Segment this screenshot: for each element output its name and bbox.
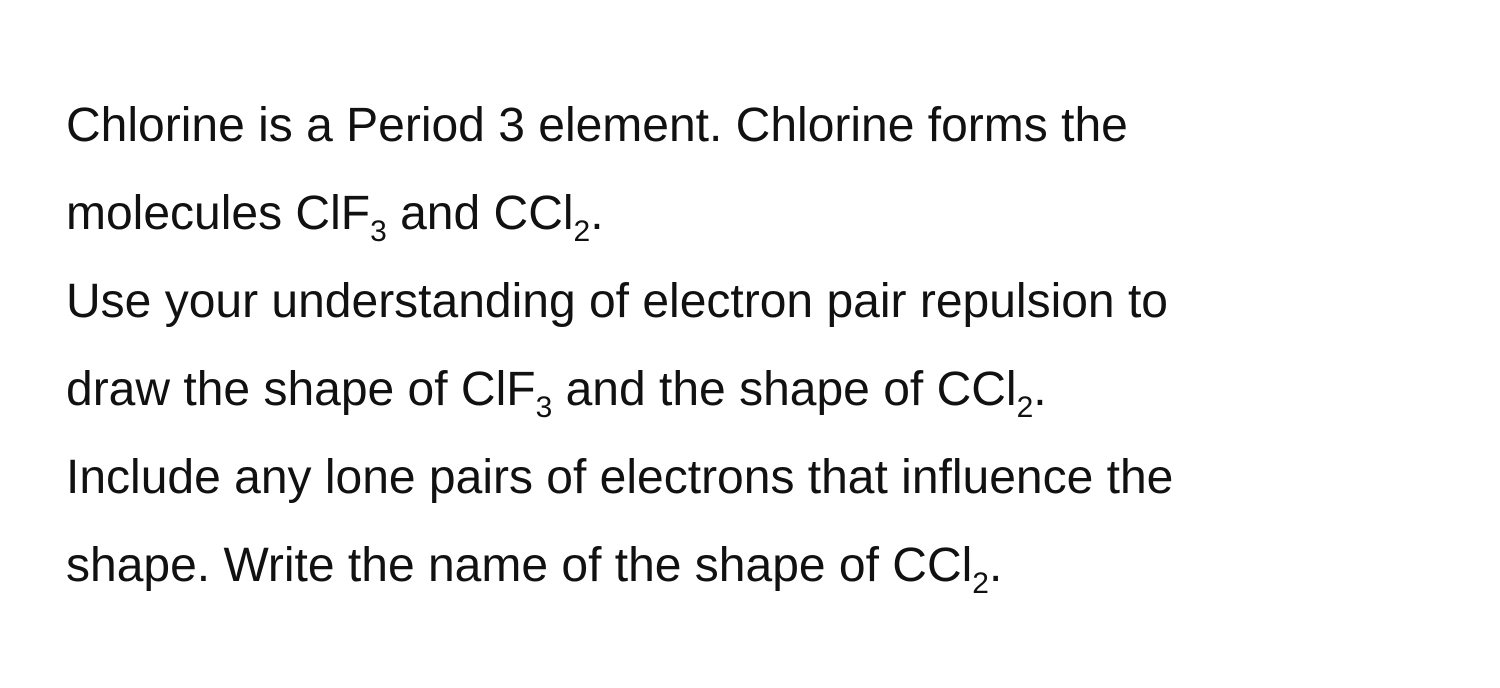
text-line: [66, 346, 1466, 434]
instruction-line-3: Include any lone pairs of electrons that influence the: [66, 451, 1174, 504]
text-line: [66, 82, 1466, 170]
instruction-line-4-period: .: [988, 539, 1003, 592]
ccl2-subscript: 2: [573, 215, 591, 248]
instruction-line-2-period: .: [1033, 363, 1047, 416]
intro-line-1: Chlorine is a Period 3 element. Chlorine forms the: [66, 99, 1128, 152]
instruction-paragraph: [66, 258, 1466, 610]
ccl2-subscript: 2: [1016, 391, 1034, 424]
clf3-subscript: 3: [535, 391, 553, 424]
intro-line-2-text: and CCl: [386, 187, 574, 240]
intro-line-2-text: molecules ClF: [66, 187, 371, 240]
ccl2-subscript: 2: [972, 567, 989, 600]
instruction-line-2-text: draw the shape of ClF: [66, 363, 536, 416]
instruction-line-2-text: and the shape of CCl: [552, 363, 1017, 416]
text-line: [66, 258, 1466, 346]
intro-paragraph: [66, 82, 1466, 258]
text-line: [66, 170, 1466, 258]
instruction-line-1: Use your understanding of electron pair repulsion to: [66, 275, 1168, 328]
instruction-line-4-text: shape. Write the name of the shape of CCl: [66, 539, 973, 592]
text-line: [66, 522, 1466, 610]
clf3-subscript: 3: [370, 215, 387, 248]
text-line: [66, 434, 1466, 522]
intro-line-2-period: .: [590, 187, 604, 240]
question-text: [66, 82, 1466, 610]
